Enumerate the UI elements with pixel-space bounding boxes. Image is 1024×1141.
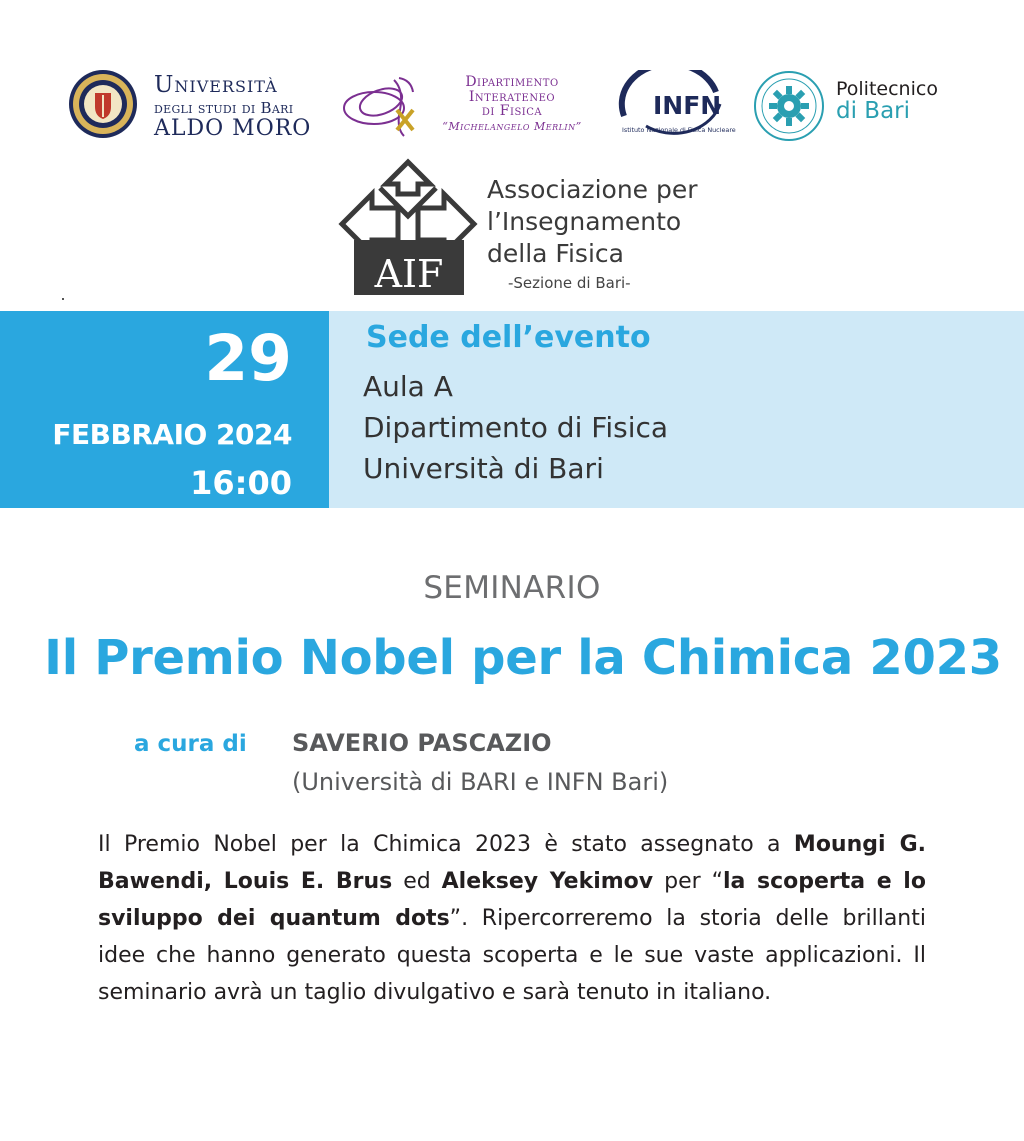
uniba-seal-icon bbox=[68, 69, 138, 139]
dipartimento-logo-icon bbox=[339, 70, 439, 140]
abstract-text-4: ”. Ripercorreremo la storia delle brillanti idee che hanno generato questa scoperta e le sue vaste applicazioni. Il seminario avrà un taglio divulgativo e sarà tenuto in italiano. bbox=[98, 906, 926, 1005]
uniba-wordmark bbox=[154, 74, 311, 140]
uniba-line-1: Università bbox=[154, 72, 278, 98]
politecnico-line-1: Politecnico bbox=[836, 78, 938, 100]
abstract-laureates-1: Moungi G. Bawendi, Louis E. Brus bbox=[98, 832, 926, 894]
politecnico-seal-icon bbox=[753, 70, 825, 142]
aif-line-3: della Fisica bbox=[487, 239, 624, 268]
politecnico-wordmark bbox=[836, 80, 938, 123]
aif-line-1: Associazione per bbox=[487, 175, 698, 204]
aif-logo-icon bbox=[338, 158, 478, 298]
speaker-name: SAVERIO PASCAZIO bbox=[292, 729, 552, 757]
curated-by-label: a cura di bbox=[134, 731, 247, 757]
dipartimento-line-1: Dipartimento bbox=[465, 74, 559, 90]
dipartimento-line-3: di Fisica bbox=[481, 103, 543, 120]
aif-section: -Sezione di Bari- bbox=[508, 274, 631, 292]
dipartimento-wordmark bbox=[432, 75, 592, 133]
stray-dot bbox=[62, 298, 64, 300]
venue-title: Sede dell’evento bbox=[366, 320, 651, 355]
venue-line-room: Aula A bbox=[363, 370, 453, 403]
event-time: 16:00 bbox=[190, 464, 292, 502]
infn-full-name: Istituto Nazionale di Fisica Nucleare bbox=[622, 126, 736, 134]
abstract-text-1: Il Premio Nobel per la Chimica 2023 è stato assegnato a bbox=[98, 832, 794, 857]
abstract-laureate-2: Aleksey Yekimov bbox=[441, 869, 654, 894]
politecnico-line-2: di Bari bbox=[836, 98, 911, 124]
aif-line-2: l’Insegnamento bbox=[487, 207, 682, 236]
uniba-line-3: ALDO MORO bbox=[154, 116, 312, 141]
event-month-year: FEBBRAIO 2024 bbox=[52, 418, 292, 451]
dipartimento-line-2: Interateneo bbox=[468, 88, 556, 105]
venue-lines bbox=[363, 366, 668, 489]
venue-line-department: Dipartimento di Fisica bbox=[363, 411, 669, 444]
abstract-text-2: ed bbox=[392, 869, 442, 894]
seminar-title: Il Premio Nobel per la Chimica 2023 bbox=[44, 630, 1002, 686]
abstract-text-3: per “ bbox=[653, 869, 723, 894]
speaker-affiliation: (Università di BARI e INFN Bari) bbox=[292, 768, 669, 796]
aif-acronym: AIF bbox=[374, 252, 444, 296]
aif-wordmark bbox=[487, 174, 698, 270]
seminar-label: SEMINARIO bbox=[423, 570, 601, 606]
venue-line-university: Università di Bari bbox=[363, 452, 604, 485]
abstract-paragraph bbox=[98, 826, 926, 1011]
uniba-line-2: degli studi di Bari bbox=[154, 99, 294, 117]
event-day: 29 bbox=[204, 322, 292, 395]
infn-acronym: INFN bbox=[653, 91, 722, 120]
abstract-motivation: la scoperta e lo sviluppo dei quantum dots bbox=[98, 869, 926, 931]
dipartimento-line-4: “Michelangelo Merlin” bbox=[442, 120, 582, 134]
